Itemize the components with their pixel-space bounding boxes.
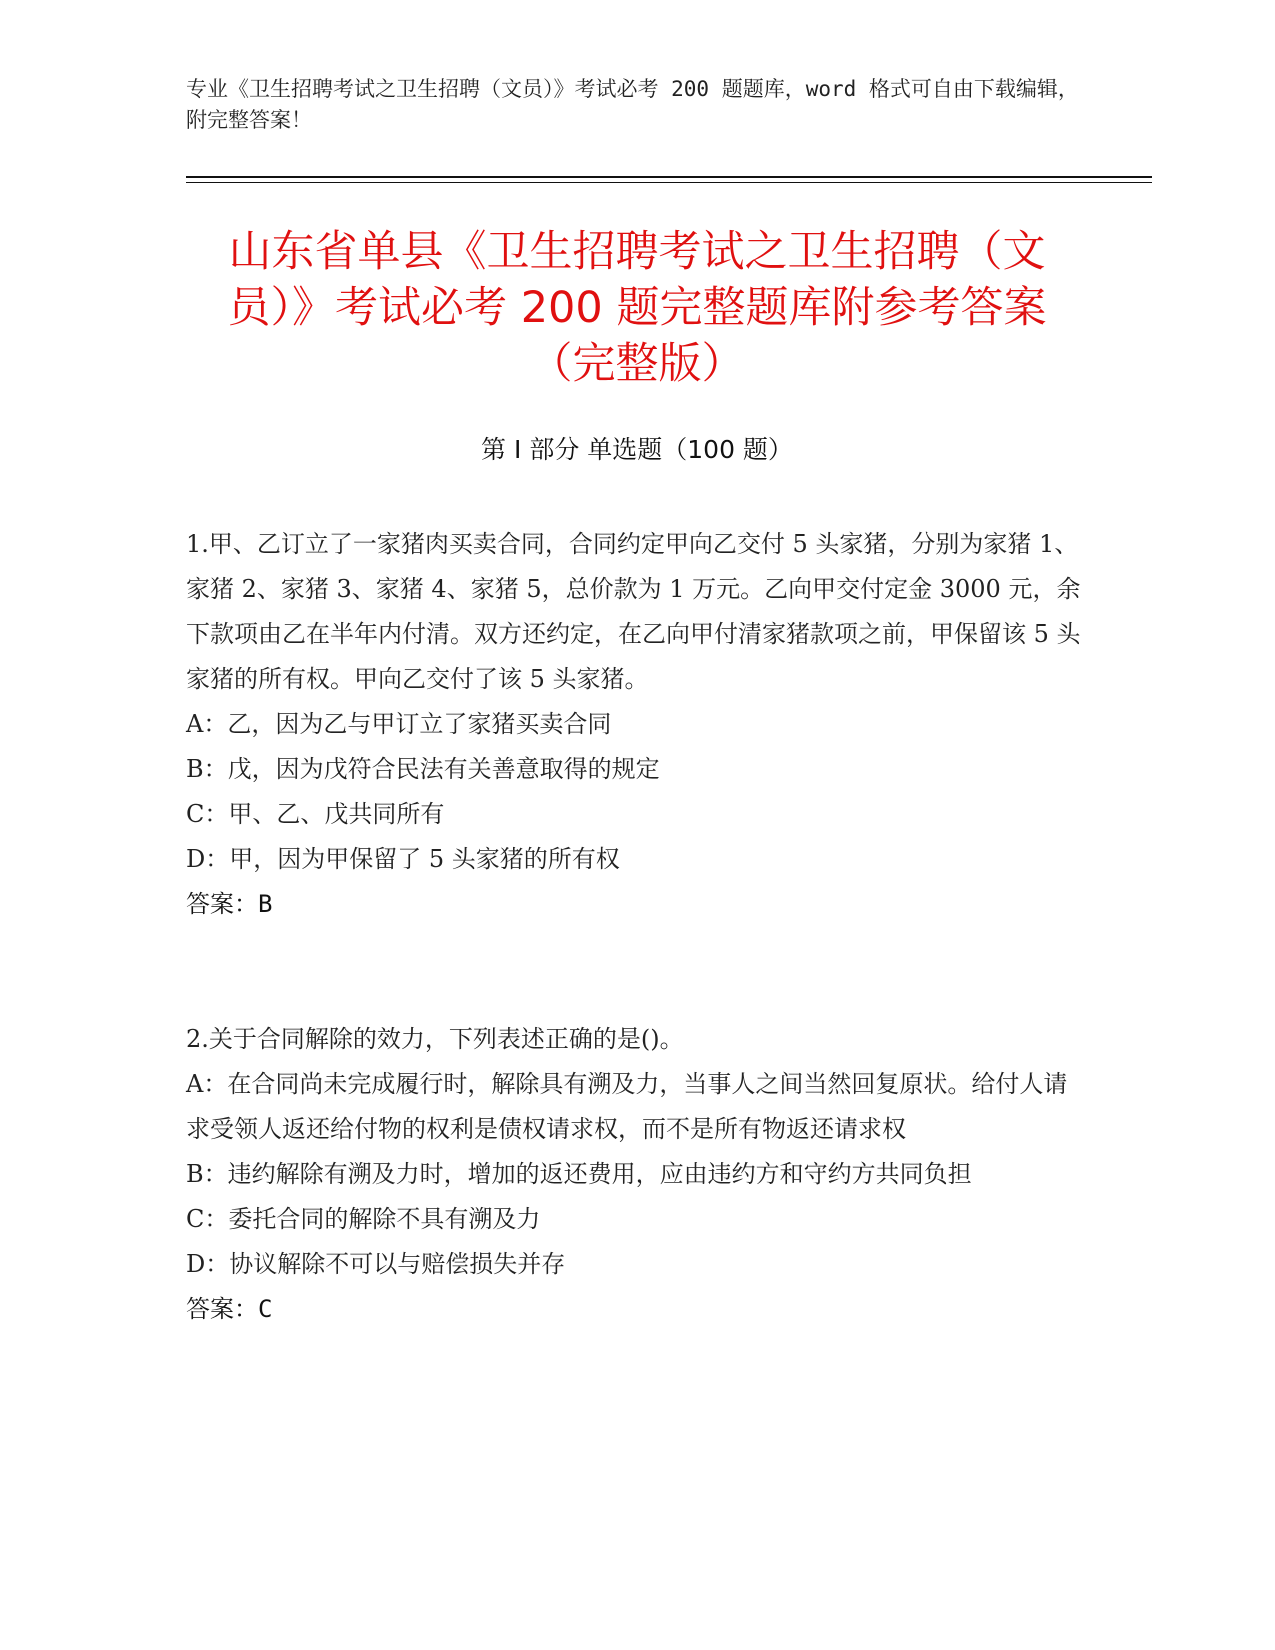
header-note: 专业《卫生招聘考试之卫生招聘（文员）》考试必考 200 题题库，word 格式可自由下载编辑，附完整答案！: [186, 77, 1079, 132]
question-stem: 2.关于合同解除的效力，下列表述正确的是()。: [186, 1025, 684, 1053]
section-title: 第 I 部分 单选题（100 题）: [481, 435, 793, 464]
answer-line: [186, 882, 1086, 927]
answer-line: [186, 1287, 1086, 1332]
answer-label: 答案：: [186, 1295, 258, 1323]
option-d: D：甲，因为甲保留了 5 头家猪的所有权: [186, 845, 620, 873]
document-title: 山东省单县《卫生招聘考试之卫生招聘（文员）》考试必考 200 题完整题库附参考答案（完整版）: [227, 227, 1047, 389]
header-rule-thick: [186, 176, 1152, 178]
option-b: B：戊，因为戊符合民法有关善意取得的规定: [186, 755, 660, 783]
answer-value: B: [258, 890, 273, 918]
header-rule-thin: [186, 182, 1152, 183]
option-a: A：乙，因为乙与甲订立了家猪买卖合同: [186, 710, 612, 738]
option-d: D：协议解除不可以与赔偿损失并存: [186, 1250, 566, 1278]
question-stem: 1.甲、乙订立了一家猪肉买卖合同，合同约定甲向乙交付 5 头家猪，分别为家猪 1、家猪 2、家猪 3、家猪 4、家猪 5，总价款为 1 万元。乙向甲交付定金 3000 元，余下款项由乙在半年内付清。双方还约定，在乙向甲付清家猪款项之前，甲保留该 5 头家猪的所有权。甲向乙交付了该 5 头家猪。: [186, 530, 1081, 693]
option-b: B：违约解除有溯及力时，增加的返还费用，应由违约方和守约方共同负担: [186, 1160, 972, 1188]
answer-value: C: [258, 1295, 273, 1323]
question-2: [186, 1017, 1086, 1332]
answer-label: 答案：: [186, 890, 258, 918]
option-c: C：甲、乙、戊共同所有: [186, 800, 445, 828]
option-a: A：在合同尚未完成履行时，解除具有溯及力，当事人之间当然回复原状。给付人请求受领人返还给付物的权利是债权请求权，而不是所有物返还请求权: [186, 1070, 1068, 1143]
option-c: C：委托合同的解除不具有溯及力: [186, 1205, 541, 1233]
question-1: [186, 522, 1086, 927]
